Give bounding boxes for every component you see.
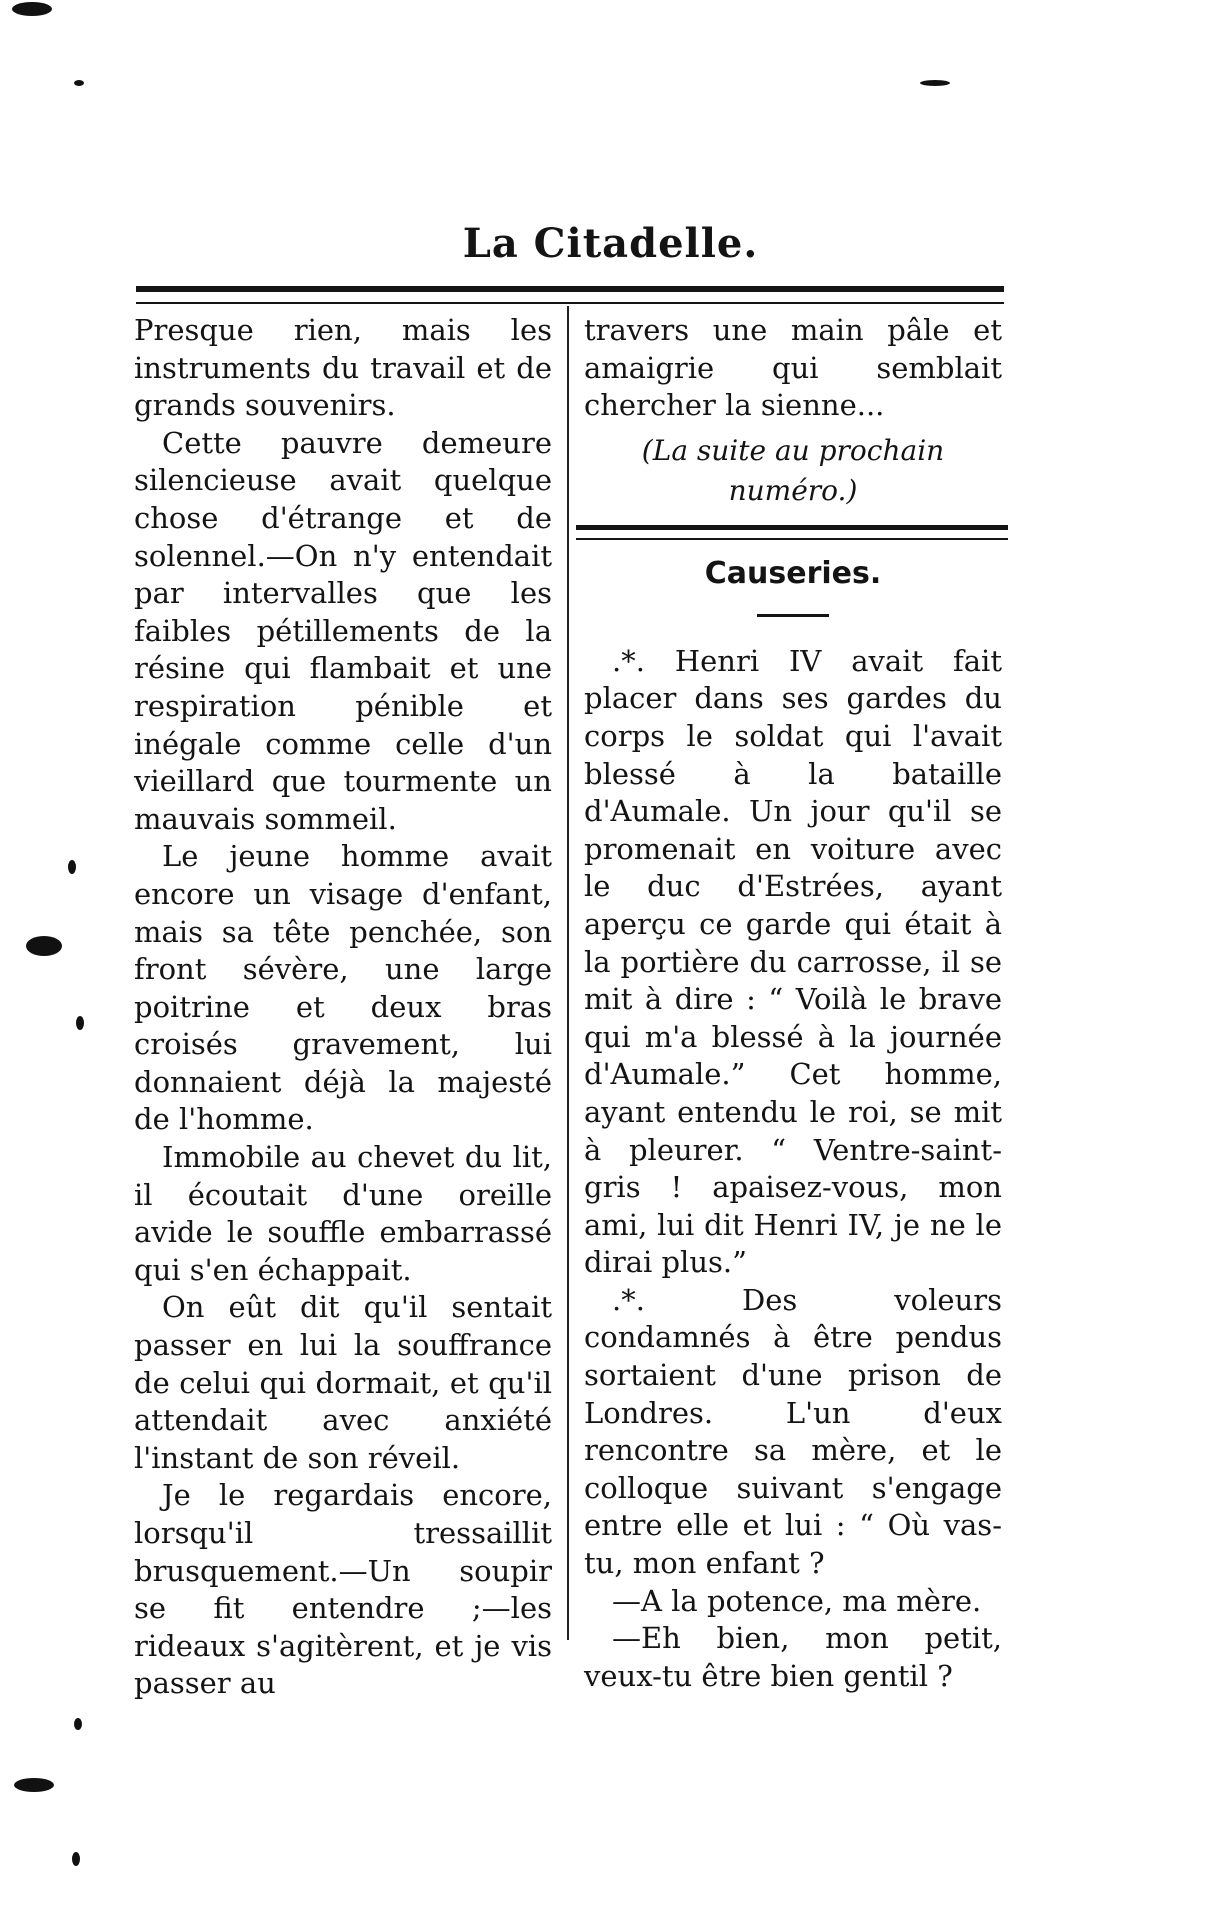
scan-speck (76, 1016, 84, 1030)
paragraph: Je le regardais encore, lorsqu'il tressaillit brusquement.—Un soupir se fit entendre ;—les rideaux s'agitèrent, et je vis passer au (134, 1478, 552, 1701)
paragraph: .*. Des voleurs condamnés à être pendus sortaient d'une prison de Londres. L'un d'eux rencontre sa mère, et le colloque suivant s'engage entre elle et lui : “ Où vas-tu, mon enfant ? (584, 1282, 1002, 1581)
right-column (584, 312, 1002, 1695)
paragraph: Le jeune homme avait encore un visage d'enfant, mais sa tête penchée, son front sévère, une large poitrine et deux bras croisés gravement, lui donnaient déjà la majesté de l'homme. (134, 839, 552, 1137)
section-title: Causeries. (704, 555, 882, 591)
to-be-continued-note: (La suite au prochain numéro.) (641, 433, 945, 507)
continuation-text: travers une main pâle et amaigrie qui semblait chercher la sienne... (584, 313, 1002, 423)
column-divider (567, 306, 569, 1640)
left-column (134, 312, 552, 1703)
paragraph: Cette pauvre demeure silencieuse avait quelque chose d'étrange et de solennel.—On n'y entendait par intervalles que les faibles pétillements de la résine qui flambait et une respiration pénible et inégale comme celle d'un vieillard que tourmente un mauvais sommeil. (134, 425, 552, 836)
paragraph: .*. Henri IV avait fait placer dans ses gardes du corps le soldat qui l'avait blessé à la bataille d'Aumale. Un jour qu'il se promenait en voiture avec le duc d'Estrées, ayant aperçu ce garde qui était à la portière du carrosse, il se mit à dire : “ Voilà le brave qui m'a blessé à la journée d'Aumale.” Cet homme, ayant entendu le roi, se mit à pleurer. “ Ventre-saint-gris ! apaisez-vous, mon ami, lui dit Henri IV, je ne le dirai plus.” (584, 643, 1002, 1280)
scan-speck (26, 936, 62, 956)
paragraph: —Eh bien, mon petit, veux-tu être bien gentil ? (584, 1621, 1002, 1693)
scan-speck (12, 2, 52, 16)
paragraph: Immobile au chevet du lit, il écoutait d'une oreille avide le souffle embarrassé qui s'en échappait. (134, 1140, 552, 1287)
short-divider (757, 614, 829, 617)
scan-speck (74, 1718, 82, 1730)
masthead-rule (136, 286, 1004, 304)
scan-speck (920, 80, 950, 86)
scan-speck (14, 1778, 54, 1792)
masthead-title: La Citadelle. (462, 220, 759, 267)
paragraph: On eût dit qu'il sentait passer en lui la souffrance de celui qui dormait, et qu'il attendait avec anxiété l'instant de son réveil. (134, 1290, 552, 1475)
paragraph: —A la potence, ma mère. (612, 1583, 982, 1618)
scan-speck (72, 1852, 80, 1866)
paragraph: Presque rien, mais les instruments du travail et de grands souvenirs. (134, 313, 552, 423)
scan-speck (68, 860, 76, 874)
section-rule (576, 525, 1008, 540)
scan-speck (74, 80, 84, 86)
